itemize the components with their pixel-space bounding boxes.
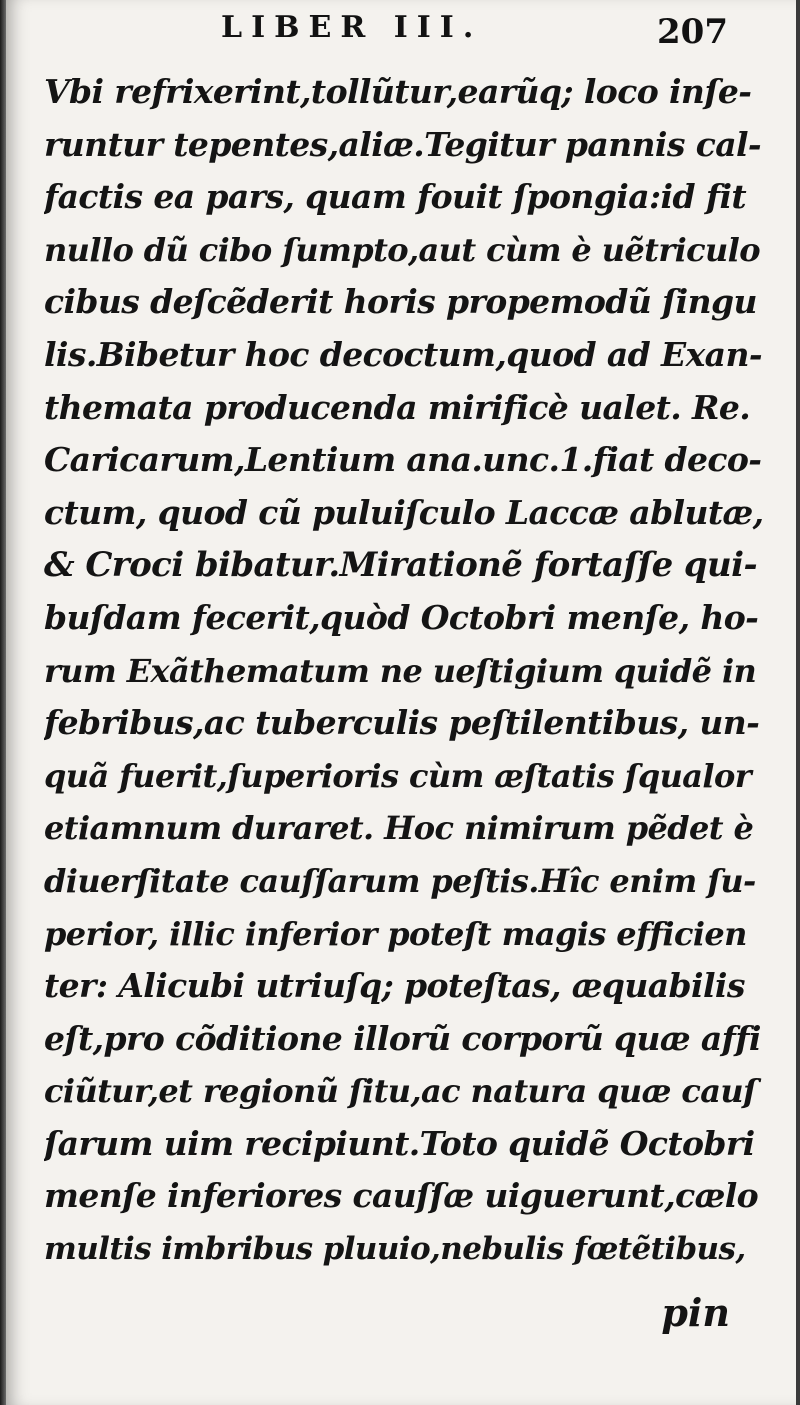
text-line: themata producenda mirificè ualet. Re. <box>44 387 751 427</box>
text-line: Caricarum,Lentium ana.unc.1.fiat deco- <box>44 440 762 480</box>
running-head: LIBER III. <box>221 10 483 45</box>
text-line: & Croci bibatur.Mirationẽ fortaſſe qui- <box>44 545 757 586</box>
text-line: rum Exãthematum ne ueſtigium quidẽ in <box>44 651 757 690</box>
text-line: nullo dũ cibo ſumpto,aut cùm è uẽtriculo <box>44 230 760 269</box>
text-line: runtur tepentes,aliæ.Tegitur pannis cal- <box>44 124 762 164</box>
text-line: Vbi refrixerint,tollũtur,earũq; loco inſe- <box>44 72 752 111</box>
text-line: ſarum uim recipiunt.Toto quidẽ Octobri <box>44 1123 755 1163</box>
page-number: 207 <box>657 12 728 52</box>
text-line: buſdam fecerit,quòd Octobri menſe, ho- <box>44 597 759 637</box>
text-line: febribus,ac tuberculis peſtilentibus, un- <box>44 703 760 743</box>
text-line: cibus deſcẽderit horis propemodũ ſingu <box>44 282 757 322</box>
text-line: perior, illic inferior poteſt magis efficien <box>44 914 747 953</box>
body-text <box>44 66 764 1276</box>
text-line: multis imbribus pluuio,nebulis fœtẽtibus, <box>44 1231 746 1268</box>
text-line: menſe inferiores cauſſæ uiguerunt,cælo <box>44 1176 759 1216</box>
text-line: ctum, quod cũ puluiſculo Laccæ ablutæ, <box>44 492 764 532</box>
text-line: eſt,pro cõditione illorũ corporũ quæ affi <box>44 1018 761 1058</box>
book-page <box>6 0 796 1405</box>
text-line: diuerſitate cauſſarum peſtis.Hîc enim ſu- <box>44 861 756 900</box>
text-line: quã fuerit,ſuperioris cùm æſtatis ſqualor <box>44 756 751 795</box>
text-line: factis ea pars, quam fouit ſpongia:id fit <box>44 177 747 217</box>
text-line: etiamnum duraret. Hoc nimirum pẽdet è <box>44 809 754 848</box>
text-line: ciũtur,et regionũ ſitu,ac natura quæ cauſ <box>44 1072 757 1111</box>
catchword: pin <box>661 1290 730 1335</box>
text-line: lis.Bibetur hoc decoctum,quod ad Exan- <box>44 334 762 374</box>
text-line: ter: Alicubi utriuſq; poteſtas, æquabilis <box>44 966 745 1006</box>
